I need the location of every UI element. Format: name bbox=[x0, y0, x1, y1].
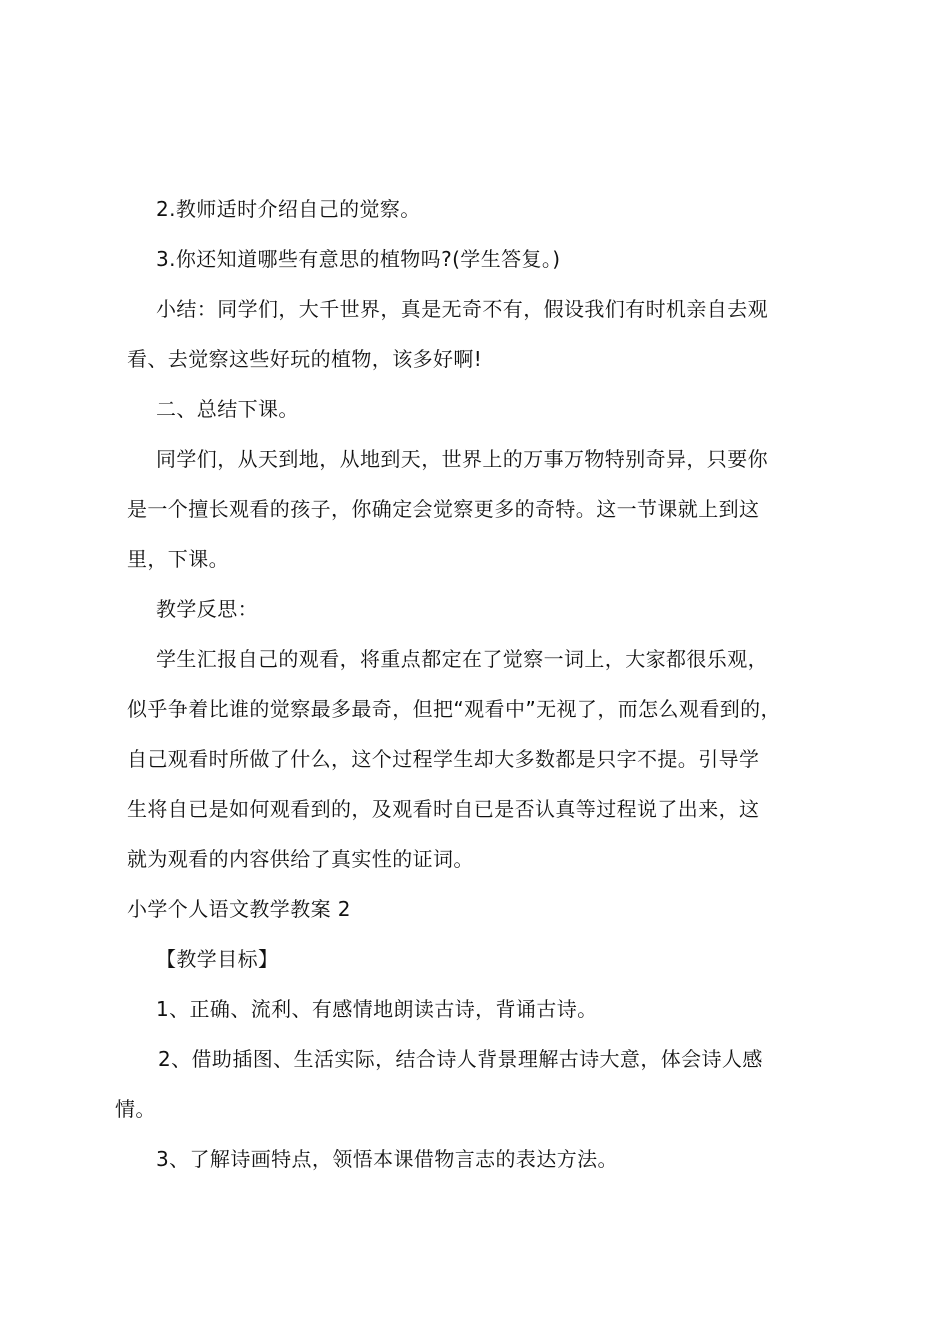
list-item: 3、了解诗画特点，领悟本课借物言志的表达方法。 bbox=[156, 1147, 618, 1171]
section-heading: 教学反思： bbox=[156, 597, 258, 621]
section-heading: 二、总结下课。 bbox=[156, 397, 299, 421]
paragraph-line: 似乎争着比谁的觉察最多最奇，但把“观看中”无视了，而怎么观看到的， bbox=[127, 697, 781, 721]
paragraph-line: 里，下课。 bbox=[127, 547, 229, 571]
paragraph-line: 看、去觉察这些好玩的植物，该多好啊! bbox=[127, 347, 483, 371]
paragraph-line: 同学们，从天到地，从地到天，世界上的万事万物特别奇异，只要你 bbox=[156, 447, 768, 471]
paragraph-line: 自己观看时所做了什么，这个过程学生却大多数都是只字不提。引导学 bbox=[127, 747, 760, 771]
document-title: 小学个人语文教学教案 2 bbox=[127, 897, 351, 921]
paragraph-line: 小结：同学们，大千世界，真是无奇不有，假设我们有时机亲自去观 bbox=[156, 297, 768, 321]
list-item: 1、正确、流利、有感情地朗读古诗，背诵古诗。 bbox=[156, 997, 598, 1021]
document-body bbox=[115, 184, 837, 1184]
paragraph-line: 生将自已是如何观看到的，及观看时自已是否认真等过程说了出来，这 bbox=[127, 797, 760, 821]
section-heading: 【教学目标】 bbox=[156, 947, 279, 971]
paragraph-line: 3.你还知道哪些有意思的植物吗?(学生答复。) bbox=[156, 247, 561, 271]
paragraph-line: 情。 bbox=[115, 1097, 156, 1121]
list-item: 2、借助插图、生活实际，结合诗人背景理解古诗大意，体会诗人感 bbox=[158, 1047, 763, 1071]
paragraph-line: 2.教师适时介绍自己的觉察。 bbox=[156, 197, 421, 221]
paragraph-line: 学生汇报自己的观看，将重点都定在了觉察一词上，大家都很乐观， bbox=[156, 647, 768, 671]
paragraph-line: 是一个擅长观看的孩子，你确定会觉察更多的奇特。这一节课就上到这 bbox=[127, 497, 760, 521]
paragraph-line: 就为观看的内容供给了真实性的证词。 bbox=[127, 847, 474, 871]
